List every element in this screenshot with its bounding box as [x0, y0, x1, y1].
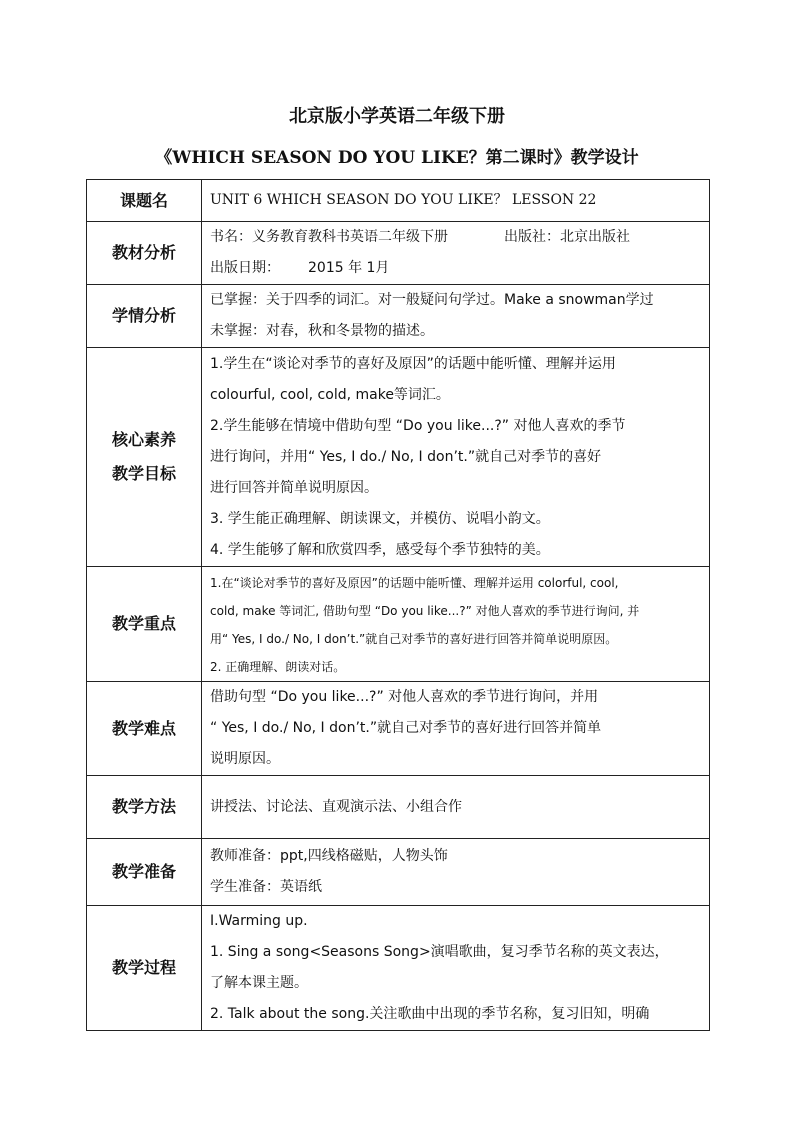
- topic-cell: [202, 180, 710, 222]
- row-process: [87, 906, 710, 1031]
- goals-label-line2: 教学目标: [111, 464, 176, 483]
- process-cell: [202, 906, 710, 1031]
- students-label: 学情分析: [87, 285, 202, 348]
- key-points-cell: [202, 567, 710, 682]
- process-label: 教学过程: [87, 906, 202, 1031]
- document-title: 北京版小学英语二年级下册: [289, 106, 505, 127]
- textbook-book: 书名：义务教育教科书英语二年级下册: [210, 229, 448, 245]
- goal-line: 进行回答并简单说明原因。: [210, 479, 378, 496]
- goal-line: 进行询问，并用“ Yes, I do./ No, I don’t.”就自己对季节的喜好: [210, 448, 602, 465]
- preparation-cell: [202, 839, 710, 906]
- goal-line: 1.学生在“谈论对季节的喜好及原因”的话题中能听懂、理解并运用: [210, 355, 616, 372]
- row-key-points: [87, 567, 710, 682]
- goals-label: [87, 348, 202, 567]
- row-difficulties: [87, 682, 710, 776]
- key-point-line: 2. 正确理解、朗读对话。: [210, 660, 346, 674]
- row-textbook: [87, 222, 710, 285]
- goals-cell: [202, 348, 710, 567]
- goal-line: colourful, cool, cold, make等词汇。: [210, 386, 450, 403]
- process-line: 2. Talk about the song.关注歌曲中出现的季节名称，复习旧知，明确: [210, 1006, 650, 1022]
- key-points-label: 教学重点: [87, 567, 202, 682]
- topic-text: UNIT 6 WHICH SEASON DO YOU LIKE？ LESSON 22: [210, 192, 597, 208]
- row-preparation: [87, 839, 710, 906]
- difficulty-line: 借助句型 “Do you like...?” 对他人喜欢的季节进行询问，并用: [210, 689, 599, 705]
- document-subtitle: 《WHICH SEASON DO YOU LIKE？第二课时》教学设计: [155, 148, 639, 168]
- difficulty-line: 说明原因。: [210, 751, 280, 767]
- students-mastered: 已掌握：关于四季的词汇。对一般疑问句学过。Make a snowman学过: [210, 292, 654, 308]
- preparation-label: 教学准备: [87, 839, 202, 906]
- difficulty-line: “ Yes, I do./ No, I don’t.”就自己对季节的喜好进行回答并简单: [210, 720, 602, 736]
- goal-line: 3. 学生能正确理解、朗读课文，并模仿、说唱小韵文。: [210, 510, 550, 527]
- textbook-publisher: 出版社：北京出版社: [504, 229, 630, 245]
- textbook-date-value: 2015 年 1月: [308, 260, 390, 276]
- preparation-student: 学生准备：英语纸: [210, 879, 322, 895]
- textbook-date-label: 出版日期：: [210, 260, 280, 276]
- methods-label: 教学方法: [87, 776, 202, 839]
- row-students: [87, 285, 710, 348]
- row-goals: [87, 348, 710, 567]
- key-point-line: 1.在“谈论对季节的喜好及原因”的话题中能听懂、理解并运用 colorful, cool,: [210, 576, 619, 590]
- process-line: 1. Sing a song<Seasons Song>演唱歌曲，复习季节名称的英文表达，: [210, 944, 669, 960]
- textbook-cell: [202, 222, 710, 285]
- key-point-line: cold, make 等词汇, 借助句型 “Do you like...?” 对他人喜欢的季节进行询问, 并: [210, 604, 640, 618]
- preparation-teacher: 教师准备：ppt,四线格磁贴，人物头饰: [210, 848, 448, 864]
- students-cell: [202, 285, 710, 348]
- row-methods: [87, 776, 710, 839]
- methods-cell: [202, 776, 710, 839]
- lesson-plan-table: [86, 179, 710, 1031]
- topic-label: 课题名: [87, 180, 202, 222]
- goal-line: 2.学生能够在情境中借助句型 “Do you like...?” 对他人喜欢的季节: [210, 417, 626, 434]
- process-line: Ⅰ.Warming up.: [210, 913, 308, 929]
- goal-line: 4. 学生能够了解和欣赏四季，感受每个季节独特的美。: [210, 541, 550, 558]
- process-line: 了解本课主题。: [210, 975, 308, 991]
- key-point-line: 用“ Yes, I do./ No, I don’t.”就自己对季节的喜好进行回答并简单说明原因。: [210, 632, 618, 646]
- difficulties-label: 教学难点: [87, 682, 202, 776]
- row-topic: [87, 180, 710, 222]
- methods-text: 讲授法、讨论法、直观演示法、小组合作: [210, 798, 462, 815]
- students-not-mastered: 未掌握：对春，秋和冬景物的描述。: [210, 323, 434, 339]
- goals-label-line1: 核心素养: [111, 430, 176, 449]
- textbook-label: 教材分析: [87, 222, 202, 285]
- difficulties-cell: [202, 682, 710, 776]
